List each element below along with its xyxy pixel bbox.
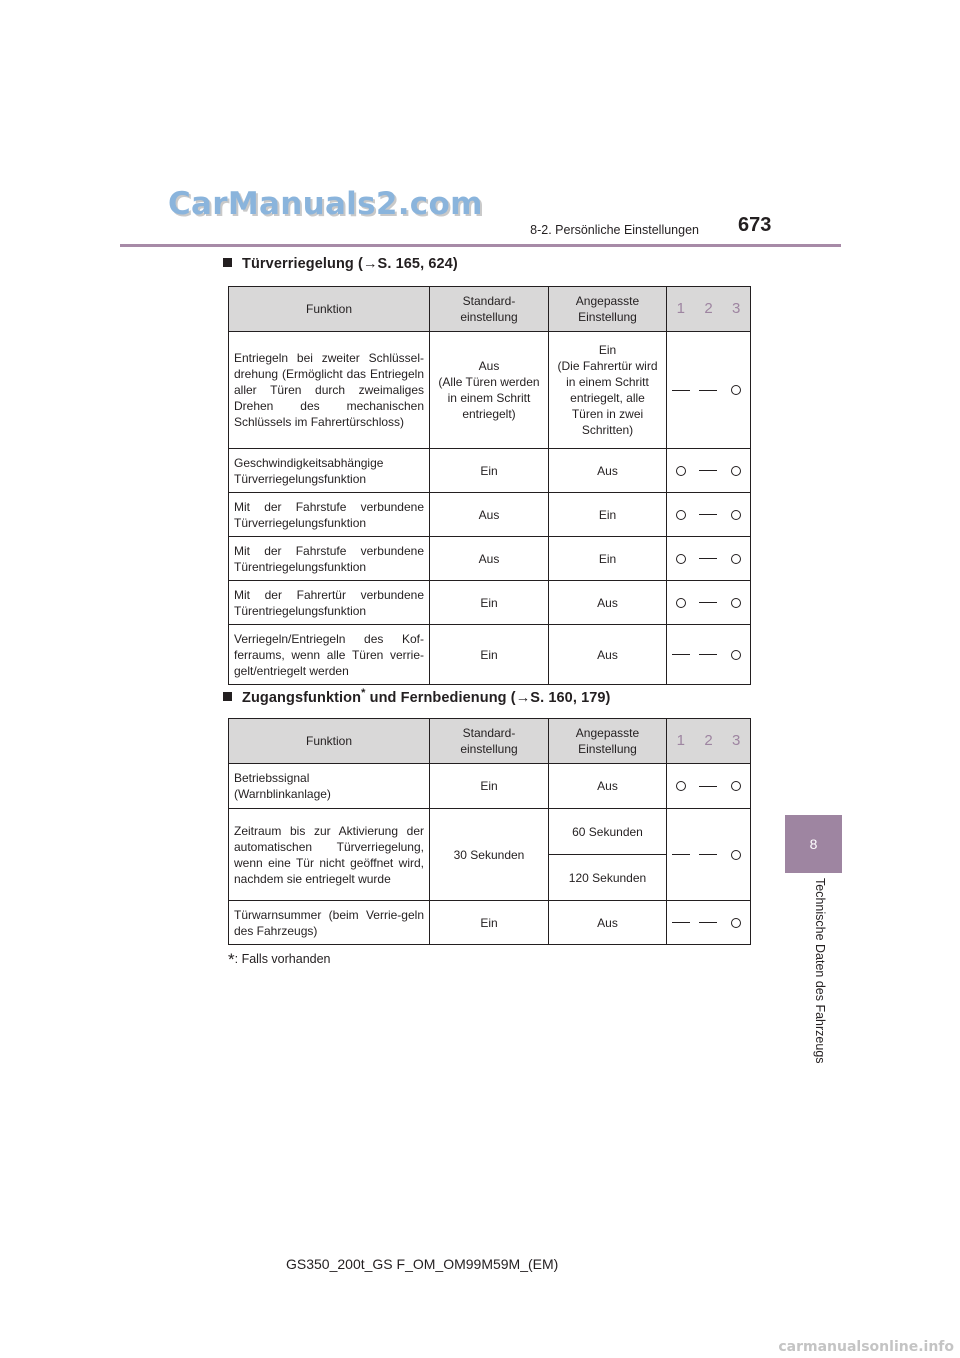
table-row [229, 537, 751, 581]
function-cell: Geschwindigkeitsabhängige Türverriegelungsfunktion [229, 449, 430, 493]
document-id: GS350_200t_GS F_OM_OM99M59M_(EM) [286, 1256, 559, 1272]
col-header-function: Funktion [229, 287, 430, 332]
marks-cell [667, 449, 751, 493]
circle-mark-icon [723, 850, 749, 860]
table-row [229, 901, 751, 945]
table-row [229, 764, 751, 809]
dash-mark-icon [695, 470, 721, 471]
circle-mark-icon [723, 598, 749, 608]
circle-mark-icon [668, 598, 694, 608]
dash-mark-icon [695, 654, 721, 655]
custom-cell: Ein [549, 493, 667, 537]
circle-mark-icon [723, 466, 749, 476]
standard-cell: 30 Sekunden [430, 809, 549, 901]
col-header-standard: Standard- einstellung [430, 287, 549, 332]
col-header-function: Funktion [229, 719, 430, 764]
chapter-tab [785, 815, 842, 873]
table-row [229, 809, 751, 855]
table-row [229, 581, 751, 625]
col-header-custom: Angepasste Einstellung [549, 719, 667, 764]
dash-mark-icon [668, 922, 694, 923]
dash-mark-icon [695, 854, 721, 855]
standard-cell: Aus (Alle Türen werden in einem Schritt entriegelt) [430, 332, 549, 449]
circle-mark-icon [668, 466, 694, 476]
function-cell: Türwarnsummer (beim Verrie-geln des Fahrzeugs) [229, 901, 430, 945]
custom-cell: Ein [549, 537, 667, 581]
dash-mark-icon [695, 922, 721, 923]
dash-mark-icon [695, 602, 721, 603]
circle-mark-icon [668, 781, 694, 791]
col-header-standard: Standard- einstellung [430, 719, 549, 764]
table-row [229, 493, 751, 537]
chapter-number: 8 [809, 836, 818, 852]
marks-cell [667, 493, 751, 537]
number-3-icon: 3 [731, 732, 741, 749]
table-row [229, 332, 751, 449]
function-cell: Mit der Fahrertür verbundene Türentriegelungsfunktion [229, 581, 430, 625]
function-cell: Verriegeln/Entriegeln des Kof-ferraums, wenn alle Türen verrie-gelt/entriegelt werden [229, 625, 430, 685]
function-cell: Betriebssignal (Warnblinkanlage) [229, 764, 430, 809]
custom-cell: 120 Sekunden [549, 855, 667, 901]
square-bullet-icon [223, 258, 232, 267]
dash-mark-icon [695, 514, 721, 515]
function-cell: Mit der Fahrstufe verbundene Türverriegelungsfunktion [229, 493, 430, 537]
circle-mark-icon [723, 650, 749, 660]
custom-cell: Aus [549, 901, 667, 945]
custom-cell: Aus [549, 764, 667, 809]
function-cell: Entriegeln bei zweiter Schlüssel-drehung (Ermöglicht das Entriegeln aller Türen durch zweimaliges Drehen des mechanischen Schlüssels im Fahrertürschloss) [229, 332, 430, 449]
site-logo: CarManuals2.com [168, 186, 483, 222]
dash-mark-icon [695, 558, 721, 559]
standard-cell: Ein [430, 901, 549, 945]
custom-cell: Aus [549, 449, 667, 493]
marks-cell [667, 625, 751, 685]
table-row [229, 449, 751, 493]
col-header-numbers [667, 719, 751, 764]
header-section-title: 8-2. Persönliche Einstellungen [530, 223, 699, 237]
custom-cell: Aus [549, 625, 667, 685]
standard-cell: Ein [430, 449, 549, 493]
function-cell: Mit der Fahrstufe verbundene Türentriegelungsfunktion [229, 537, 430, 581]
col-header-custom: Angepasste Einstellung [549, 287, 667, 332]
access-table [228, 718, 751, 945]
standard-cell: Ein [430, 581, 549, 625]
circle-mark-icon [723, 385, 749, 395]
marks-cell [667, 809, 751, 901]
dash-mark-icon [668, 654, 694, 655]
circle-mark-icon [668, 554, 694, 564]
circle-mark-icon [723, 554, 749, 564]
number-3-icon: 3 [731, 300, 741, 317]
standard-cell: Ein [430, 625, 549, 685]
marks-cell [667, 581, 751, 625]
square-bullet-icon [223, 692, 232, 701]
dash-mark-icon [695, 390, 721, 391]
custom-cell: 60 Sekunden [549, 809, 667, 855]
standard-cell: Aus [430, 537, 549, 581]
header-divider [120, 244, 841, 247]
standard-cell: Ein [430, 764, 549, 809]
section-title-access: Zugangsfunktion* und Fernbedienung (→S. 160, 179) [223, 687, 611, 706]
dash-mark-icon [668, 390, 694, 391]
function-cell: Zeitraum bis zur Aktivierung der automatischen Türverriegelung, wenn eine Tür nicht geöffnet wird, nachdem sie entriegelt wurde [229, 809, 430, 901]
marks-cell [667, 764, 751, 809]
col-header-numbers [667, 287, 751, 332]
chapter-label: Technische Daten des Fahrzeugs [813, 878, 827, 1064]
table-header-row [229, 719, 751, 764]
circle-mark-icon [668, 510, 694, 520]
circle-mark-icon [723, 918, 749, 928]
number-1-icon: 1 [676, 300, 685, 317]
custom-cell: Aus [549, 581, 667, 625]
dash-mark-icon [695, 786, 721, 787]
custom-cell: Ein (Die Fahrertür wird in einem Schritt entriegelt, alle Türen in zwei Schritten) [549, 332, 667, 449]
circle-mark-icon [723, 781, 749, 791]
number-1-icon: 1 [676, 732, 685, 749]
circle-mark-icon [723, 510, 749, 520]
section-title-door-lock: Türverriegelung (→S. 165, 624) [223, 256, 458, 272]
marks-cell [667, 901, 751, 945]
footnote: *: Falls vorhanden [228, 950, 331, 969]
marks-cell [667, 537, 751, 581]
dash-mark-icon [668, 854, 694, 855]
number-2-icon: 2 [704, 732, 713, 749]
watermark: carmanualsonline.info [778, 1339, 954, 1355]
number-2-icon: 2 [704, 300, 713, 317]
door-lock-table [228, 286, 751, 685]
page-number: 673 [738, 214, 772, 236]
table-header-row [229, 287, 751, 332]
marks-cell [667, 332, 751, 449]
table-row [229, 625, 751, 685]
standard-cell: Aus [430, 493, 549, 537]
